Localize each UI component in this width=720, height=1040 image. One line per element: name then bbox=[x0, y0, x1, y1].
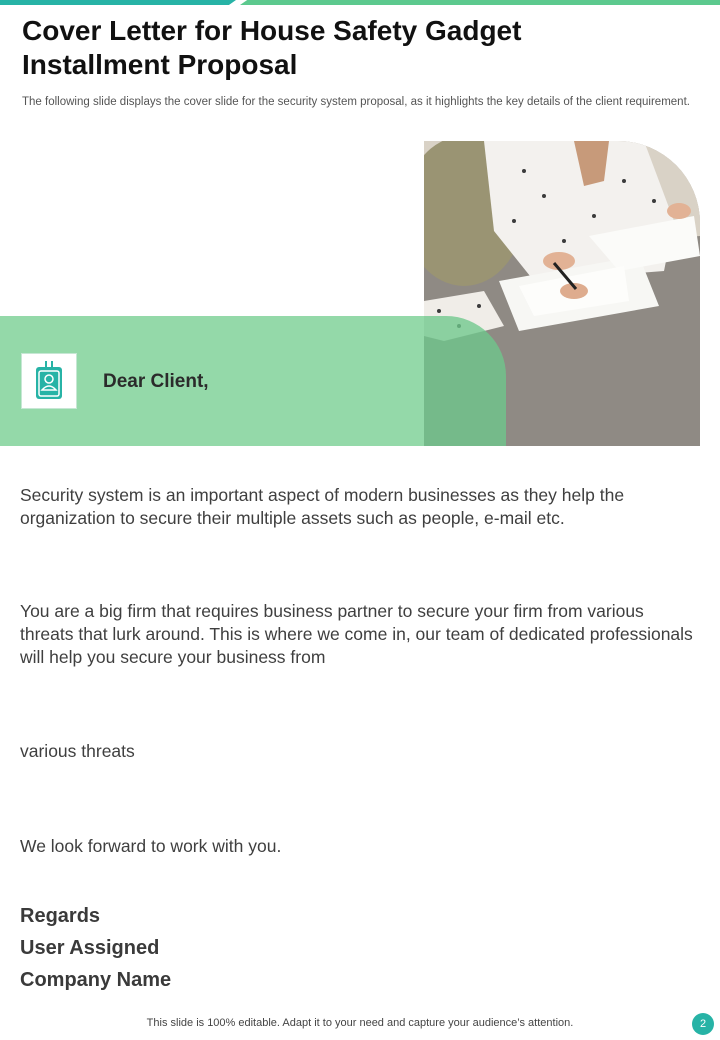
title-line-1: Cover Letter for House Safety Gadget bbox=[22, 15, 522, 46]
signature-company: Company Name bbox=[20, 969, 172, 991]
body-paragraph-3: various threats bbox=[20, 741, 135, 761]
id-badge-icon bbox=[33, 361, 65, 401]
page-title bbox=[22, 14, 662, 82]
top-accent-bar-green bbox=[240, 0, 720, 5]
title-line-2: Installment Proposal bbox=[22, 49, 298, 80]
body-paragraph-1: Security system is an important aspect of modern businesses as they help the organization to secure their multiple assets such as people, e-mail etc. bbox=[20, 485, 625, 528]
signature-user: User Assigned bbox=[20, 937, 160, 959]
page-subtitle: The following slide displays the cover slide for the security system proposal, as it highlights the key details of the client requirement. bbox=[22, 96, 690, 108]
greeting-text: Dear Client, bbox=[103, 371, 209, 392]
body-paragraph-4: We look forward to work with you. bbox=[20, 836, 282, 856]
signature-closing: Regards bbox=[20, 905, 101, 927]
body-paragraph-2: You are a big firm that requires business partner to secure your firm from various threats that lurk around. This is where we come in, our team of dedicated professionals will help you secure your business from bbox=[20, 601, 693, 667]
page-number-badge: 2 bbox=[692, 1013, 714, 1035]
banner-icon-box bbox=[21, 353, 77, 409]
top-accent-bar-teal bbox=[0, 0, 236, 5]
footer-note: This slide is 100% editable. Adapt it to your need and capture your audience’s attention. bbox=[146, 1017, 574, 1029]
